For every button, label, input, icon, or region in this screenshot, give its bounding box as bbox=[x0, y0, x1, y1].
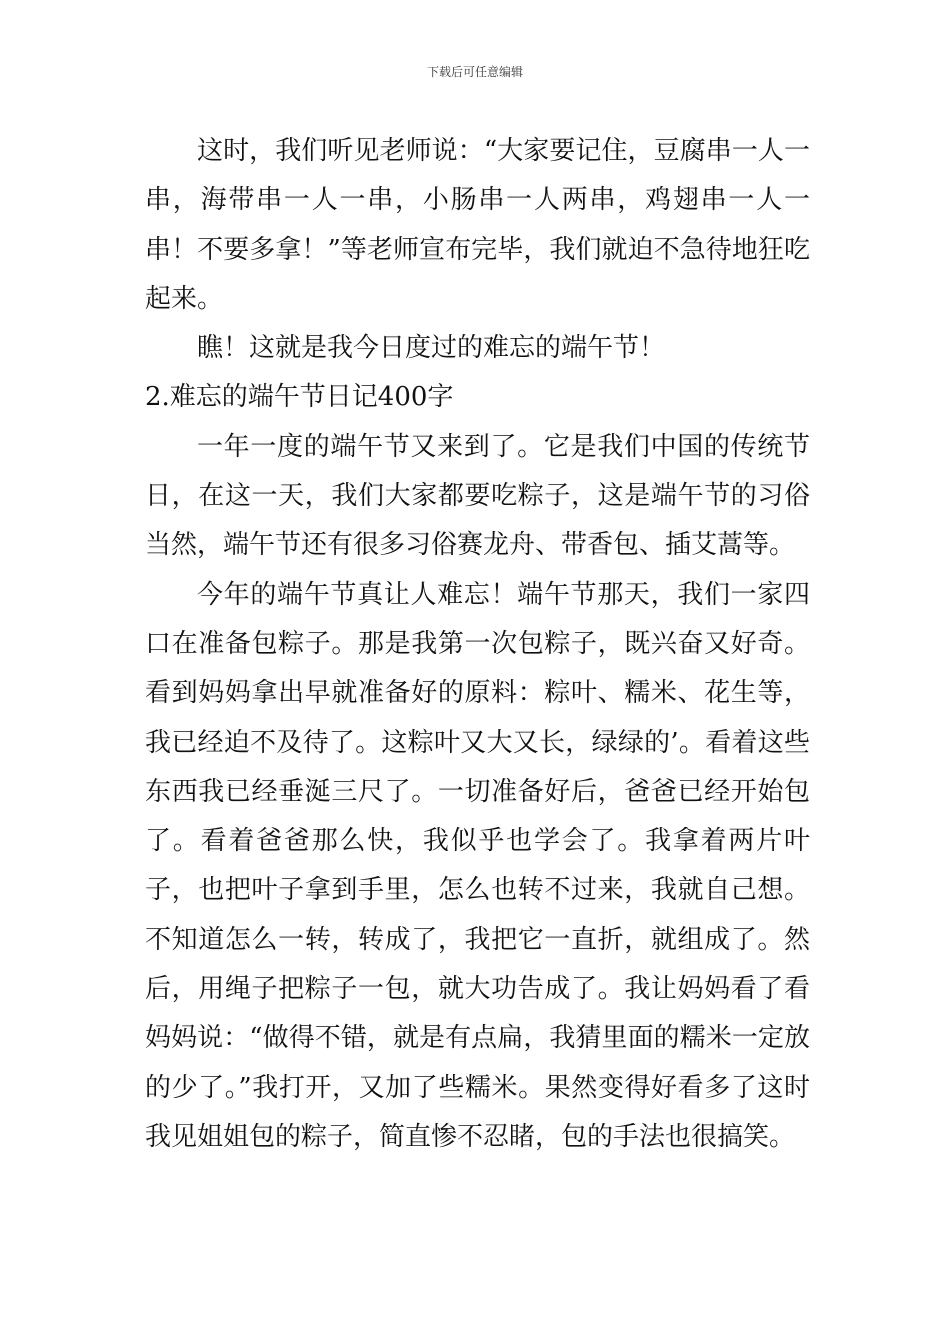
section-heading: 2.难忘的端午节日记400字 bbox=[145, 382, 454, 413]
page-header: 下载后可任意编辑 bbox=[426, 65, 523, 79]
paragraph-festival-intro: 一年一度的端午节又来到了。它是我们中国的传统节日，在这一天，我们大家都要吃粽子，这是端午节的习俗当然，端午节还有很多习俗赛龙舟、带香包、插艾蒿等。 bbox=[145, 431, 810, 561]
paragraph-memorable-festival: 瞧！这就是我今日度过的难忘的端午节！ bbox=[197, 333, 666, 364]
paragraph-making-zongzi: 今年的端午节真让人难忘！端午节那天，我们一家四口在准备包粽子。那是我第一次包粽子，既兴奋又好奇。看到妈妈拿出早就准备好的原料：粽叶、糯米、花生等，我已经迫不及待了。这粽叶又大又长，绿绿的’。看着这些东西我已经垂涎三尺了。一切准备好后，爸爸已经开始包了。看着爸爸那么快，我似乎也学会了。我拿着两片叶子，也把叶子拿到手里，怎么也转不过来，我就自己想。不知道怎么一转，转成了，我把它一直折，就组成了。然后，用绳子把粽子一包，就大功告成了。我让妈妈看了看妈妈说：“做得不错，就是有点扁，我猜里面的糯米一定放的少了。”我打开，又加了些糯米。果然变得好看多了这时我见姐姐包的粽子，简直惨不忍睹，包的手法也很搞笑。 bbox=[145, 579, 810, 1152]
document-body bbox=[145, 127, 810, 1162]
paragraph-teacher-instructions: 这时，我们听见老师说：“大家要记住，豆腐串一人一串，海带串一人一串，小肠串一人两串，鸡翅串一人一串！不要多拿！”等老师宣布完毕，我们就迫不急待地狂吃起来。 bbox=[145, 136, 810, 314]
